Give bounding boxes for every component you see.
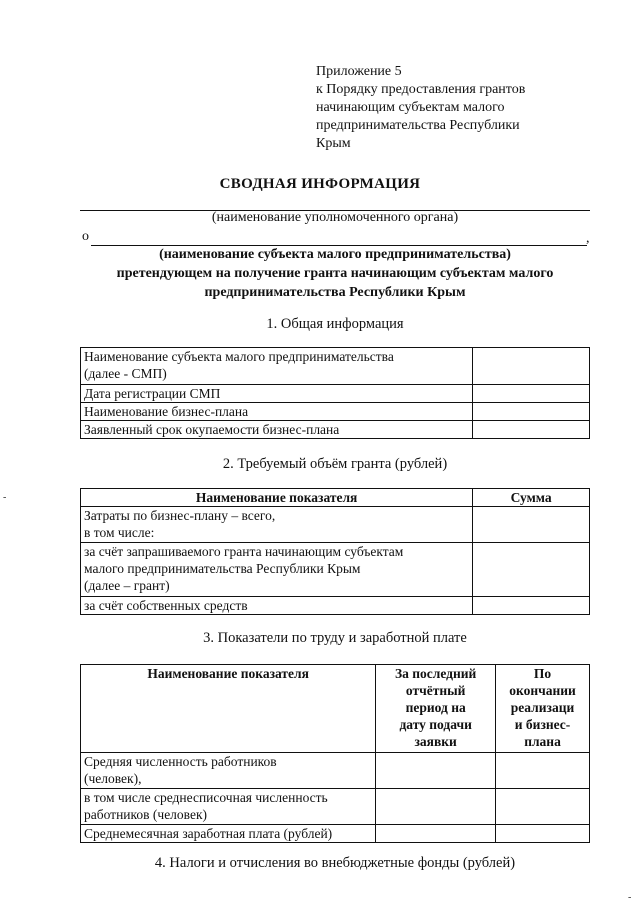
- table-header-row: [81, 665, 590, 753]
- table-cell-value[interactable]: [496, 753, 590, 789]
- table-cell-label: [81, 348, 473, 385]
- table-row: [81, 421, 590, 439]
- subject-caption-line: претендующем на получение гранта начинающим субъектам малого: [116, 266, 554, 281]
- table-cell-label: [81, 385, 473, 403]
- subject-caption-line: предпринимательства Республики Крым: [204, 285, 466, 300]
- header-text: Наименование показателя: [147, 666, 309, 681]
- cell-text: Средняя численность работников: [84, 754, 277, 769]
- table-row: [81, 753, 590, 789]
- table-row: [81, 348, 590, 385]
- cell-text: (далее – грант): [84, 578, 170, 593]
- table-cell-value[interactable]: [496, 825, 590, 843]
- cell-text: Затраты по бизнес-плану – всего,: [84, 508, 276, 523]
- table-cell-value[interactable]: [496, 789, 590, 825]
- header-text: период на: [405, 700, 466, 715]
- table-row: [81, 403, 590, 421]
- o-prefix: о: [82, 229, 89, 244]
- subject-line-comma: ,: [586, 231, 590, 246]
- section2-title: 2. Требуемый объём гранта (рублей): [222, 456, 448, 472]
- table-cell-label: [81, 825, 376, 843]
- column-header: Наименование показателя: [81, 489, 473, 507]
- subject-caption-block: [80, 245, 590, 302]
- cell-text: в том числе:: [84, 525, 155, 540]
- table-cell-value[interactable]: [473, 403, 590, 421]
- table-cell-label: [81, 597, 473, 615]
- appendix-line: Крым: [316, 136, 351, 151]
- header-text: По: [533, 666, 552, 681]
- cell-text: Среднемесячная заработная плата (рублей): [84, 826, 333, 841]
- column-header: [376, 665, 496, 753]
- table-row: [81, 507, 590, 543]
- table-cell-value[interactable]: [473, 543, 590, 597]
- subject-caption: (наименование субъекта малого предпринимательства): [159, 247, 511, 262]
- table-cell-label: [81, 543, 473, 597]
- cell-text: Заявленный срок окупаемости бизнес-плана: [84, 422, 340, 437]
- appendix-line: к Порядку предоставления грантов: [316, 82, 526, 97]
- scan-edge-mark: -: [3, 492, 7, 503]
- section4-title: 4. Налоги и отчисления во внебюджетные фонды (рублей): [154, 855, 516, 871]
- cell-text: работников (человек): [84, 807, 208, 822]
- table-cell-value[interactable]: [376, 789, 496, 825]
- cell-text: Наименование бизнес-плана: [84, 404, 249, 419]
- appendix-line: Приложение 5: [316, 64, 402, 79]
- header-text: дату подачи: [399, 717, 472, 732]
- cell-text: малого предпринимательства Республики Крым: [84, 561, 361, 576]
- cell-text: за счёт запрашиваемого гранта начинающим субъектам: [84, 544, 404, 559]
- appendix-header: [316, 63, 616, 153]
- table-cell-label: [81, 403, 473, 421]
- cell-text: за счёт собственных средств: [84, 598, 248, 613]
- table-cell-value[interactable]: [376, 753, 496, 789]
- general-info-table: [80, 347, 590, 439]
- section1-title: 1. Общая информация: [266, 316, 404, 332]
- table-row: [81, 789, 590, 825]
- table-row: [81, 825, 590, 843]
- document-title: СВОДНАЯ ИНФОРМАЦИЯ: [219, 176, 421, 192]
- header-text: заявки: [414, 734, 457, 749]
- table-cell-value[interactable]: [473, 421, 590, 439]
- table-header-row: [81, 489, 590, 507]
- table-cell-label: [81, 789, 376, 825]
- column-header: [81, 665, 376, 753]
- cell-text: Наименование субъекта малого предпринимательства: [84, 349, 394, 364]
- grant-amount-table: [80, 488, 590, 615]
- table-row: [81, 543, 590, 597]
- column-header: Сумма: [473, 489, 590, 507]
- table-cell-value[interactable]: [376, 825, 496, 843]
- table-cell-label: [81, 507, 473, 543]
- table-cell-label: [81, 753, 376, 789]
- scan-edge-mark: -: [628, 892, 632, 903]
- header-text: реализаци: [510, 700, 575, 715]
- header-text: плана: [524, 734, 561, 749]
- table-cell-value[interactable]: [473, 597, 590, 615]
- appendix-line: начинающим субъектам малого: [316, 100, 505, 115]
- cell-text: Дата регистрации СМП: [84, 386, 221, 401]
- table-cell-value[interactable]: [473, 385, 590, 403]
- authority-caption: (наименование уполномоченного органа): [211, 210, 459, 225]
- header-text: окончании: [509, 683, 576, 698]
- cell-text: (далее - СМП): [84, 366, 167, 381]
- cell-text: (человек),: [84, 771, 142, 786]
- section3-title: 3. Показатели по труду и заработной плате: [203, 630, 467, 646]
- table-row: [81, 385, 590, 403]
- labor-wages-table: [80, 664, 590, 843]
- appendix-line: предпринимательства Республики: [316, 118, 520, 133]
- table-cell-value[interactable]: [473, 507, 590, 543]
- header-text: и бизнес-: [514, 717, 571, 732]
- cell-text: в том числе среднесписочная численность: [84, 790, 328, 805]
- table-cell-value[interactable]: [473, 348, 590, 385]
- column-header: [496, 665, 590, 753]
- table-cell-label: [81, 421, 473, 439]
- header-text: За последний: [395, 666, 477, 681]
- header-text: отчётный: [405, 683, 466, 698]
- table-row: [81, 597, 590, 615]
